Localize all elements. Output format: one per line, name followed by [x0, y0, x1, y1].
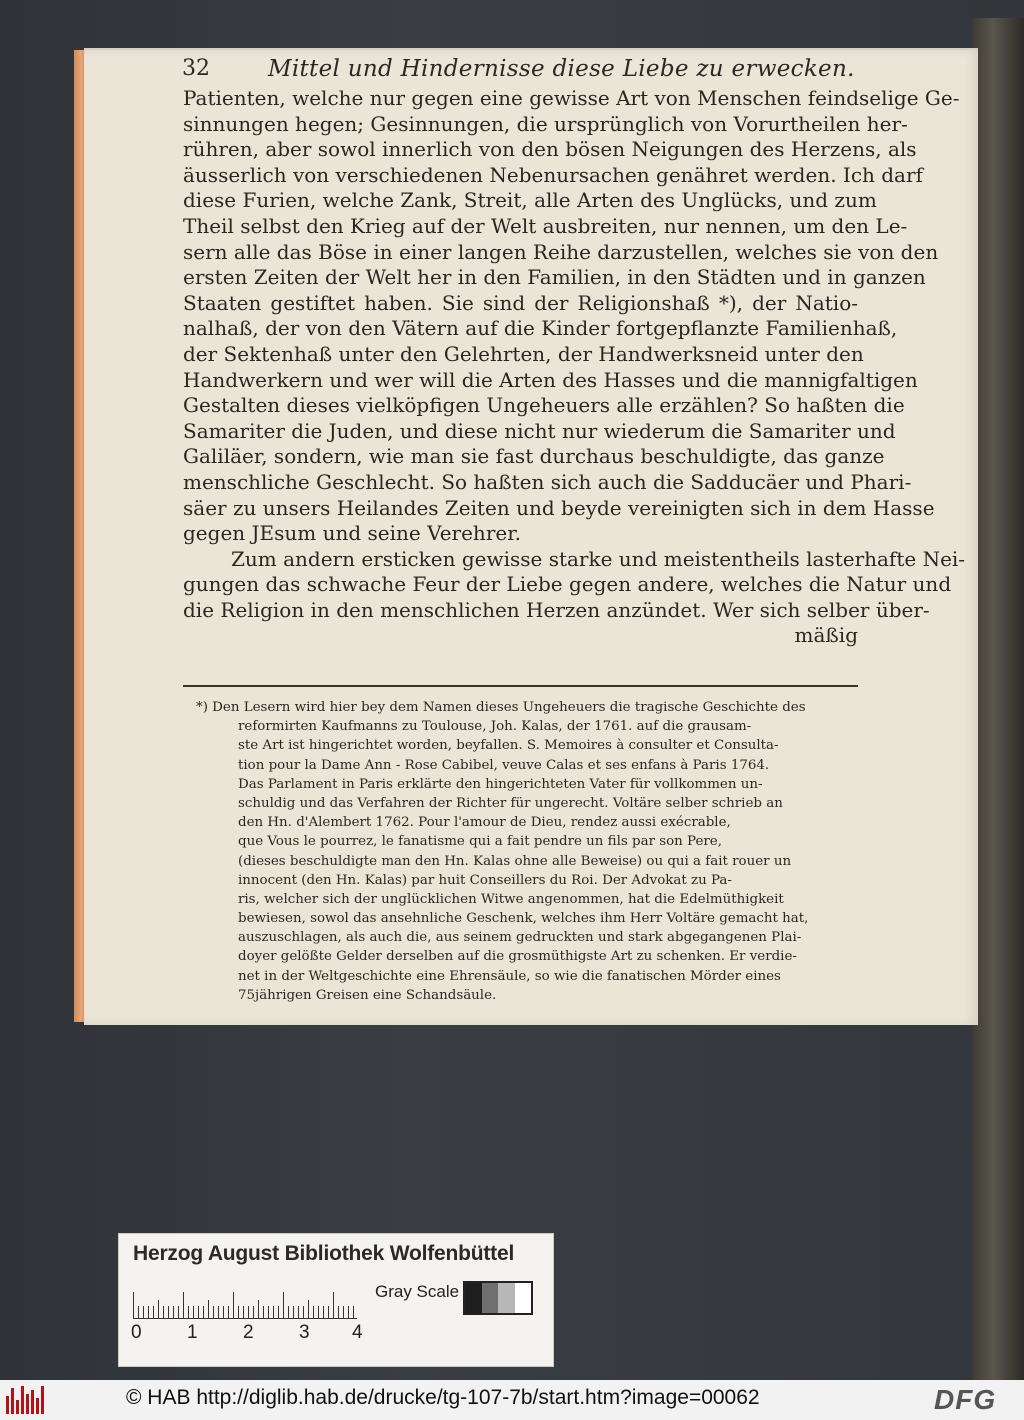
text-line: diese Furien, welche Zank, Streit, alle Arten des Unglücks, und zum — [183, 188, 877, 213]
footnote-line: ris, welcher sich der unglücklichen Witwe angenommen, hat die Edelmüthigkeit — [238, 891, 784, 907]
ruler-tick — [273, 1306, 274, 1318]
ruler-tick — [328, 1306, 329, 1318]
footnote-line: (dieses beschuldigte man den Hn. Kalas ohne alle Beweise) ou qui a fait rouer un — [238, 853, 792, 869]
ruler-tick — [238, 1306, 239, 1318]
ruler-tick — [213, 1306, 214, 1318]
ruler-tick — [168, 1306, 169, 1318]
ruler-tick — [338, 1306, 339, 1318]
footnote-line: doyer gelößte Gelder derselben auf die grosmüthigste Art zu schenken. Er verdie- — [238, 949, 797, 965]
footnote-line: *) Den Lesern wird hier bey dem Namen dieses Ungeheuers die tragische Geschichte des — [196, 700, 806, 715]
ruler-tick — [298, 1306, 299, 1318]
page-number: 32 — [182, 56, 210, 81]
ruler-tick — [278, 1306, 279, 1318]
footnote-line: que Vous le pourrez, le fanatisme qui a fait pendre un fils par son Pere, — [238, 834, 722, 850]
ruler-tick — [323, 1306, 324, 1318]
credit-link[interactable]: © HAB http://diglib.hab.de/drucke/tg-107-7b/start.htm?image=00062 — [126, 1386, 760, 1409]
ruler-tick — [303, 1306, 304, 1318]
library-name: Herzog August Bibliothek Wolfenbüttel — [133, 1242, 515, 1265]
scale-number: 3 — [299, 1322, 310, 1343]
footnote-line: den Hn. d'Alembert 1762. Pour l'amour de Dieu, rendez aussi exécrable, — [238, 815, 731, 831]
footnote-line: 75jährigen Greisen eine Schandsäule. — [238, 987, 497, 1003]
footer-bar — [0, 1380, 1024, 1420]
footnote — [196, 698, 856, 1005]
ruler-tick — [343, 1306, 344, 1318]
text-line: Zum andern ersticken gewisse starke und meistentheils lasterhafte Nei- — [231, 546, 966, 571]
ruler-tick — [173, 1306, 174, 1318]
ruler-tick — [283, 1292, 284, 1318]
ruler-tick — [248, 1306, 249, 1318]
text-line: äusserlich von verschiedenen Nebenursachen genähret werden. Ich darf — [183, 162, 923, 187]
text-line: Patienten, welche nur gegen eine gewisse Art von Menschen feindselige Ge- — [183, 86, 960, 110]
ruler-tick — [263, 1306, 264, 1318]
text-line: gegen JEsum und seine Verehrer. — [183, 521, 521, 546]
ruler-tick — [243, 1306, 244, 1318]
ruler-tick — [153, 1306, 154, 1318]
footnote-line: innocent (den Hn. Kalas) par huit Conseillers du Roi. Der Advokat zu Pa- — [238, 872, 732, 888]
footnote-line: tion pour la Dame Ann - Rose Cabibel, veuve Calas et ses enfans à Paris 1764. — [238, 757, 770, 773]
text-line: sinnungen hegen; Gesinnungen, die ursprünglich von Vorurtheilen her- — [183, 111, 908, 136]
text-line: Samariter die Juden, und diese nicht nur wiederum die Samariter und — [183, 418, 896, 443]
dfg-logo: DFG — [934, 1384, 997, 1415]
text-line: rühren, aber sowol innerlich von den bösen Neigungen des Herzens, als — [183, 137, 917, 162]
ruler-tick — [138, 1306, 139, 1318]
scale-number: 1 — [187, 1322, 198, 1343]
footnote-line: reformirten Kaufmanns zu Toulouse, Joh. Kalas, der 1761. auf die grausam- — [238, 719, 752, 735]
text-line: säer zu unsers Heilandes Zeiten und beyde vereinigten sich in dem Hasse — [183, 495, 935, 520]
scale-number: 0 — [131, 1322, 142, 1343]
ruler-tick — [183, 1292, 184, 1318]
text-line: nalhaß, der von den Vätern auf die Kinder fortgepflanzte Familienhaß, — [183, 316, 898, 341]
ruler-tick — [148, 1306, 149, 1318]
main-text — [183, 86, 966, 649]
footnote-line: ste Art ist hingerichtet worden, beyfallen. S. Memoires à consulter et Consulta- — [238, 738, 779, 754]
ruler-tick — [188, 1306, 189, 1318]
ruler-tick — [233, 1292, 234, 1318]
footnote-line: schuldig und das Verfahren der Richter für ungerecht. Voltäre selber schrieb an — [238, 795, 783, 811]
catchword: mäßig — [794, 623, 858, 648]
ruler-tick — [198, 1306, 199, 1318]
ruler-tick — [348, 1306, 349, 1318]
ruler-tick — [258, 1300, 259, 1318]
text-line: Handwerkern und wer will die Arten des Hasses und die mannigfaltigen — [183, 367, 918, 392]
ruler-tick — [218, 1306, 219, 1318]
text-line: Gestalten dieses vielköpfigen Ungeheuers alle erzählen? So haßten die — [183, 393, 905, 418]
ruler-tick — [163, 1306, 164, 1318]
ruler-tick — [228, 1306, 229, 1318]
ruler-scale — [133, 1278, 357, 1319]
ruler-tick — [318, 1306, 319, 1318]
ruler-tick — [158, 1300, 159, 1318]
logo-bar — [26, 1394, 29, 1414]
footnote-line: auszuschlagen, als auch die, aus seinem gedruckten und stark abgegangenen Plai- — [238, 930, 802, 946]
logo-bar — [21, 1386, 24, 1414]
logo-bar — [31, 1390, 34, 1414]
ruler-tick — [353, 1306, 354, 1318]
hab-logo-icon — [6, 1386, 46, 1414]
text-line: gungen das schwache Feur der Liebe gegen andere, welches die Natur und — [183, 572, 952, 597]
gray-swatch — [498, 1283, 515, 1313]
text-line: sern alle das Böse in einer langen Reihe darzustellen, welches sie von den — [183, 239, 939, 264]
ruler-tick — [208, 1300, 209, 1318]
footnote-rule — [183, 685, 858, 687]
ruler-tick — [178, 1306, 179, 1318]
scale-number: 4 — [352, 1322, 363, 1343]
footnote-line: Das Parlament in Paris erklärte den hingerichteten Vater für vollkommen un- — [238, 776, 763, 792]
ruler-tick — [203, 1306, 204, 1318]
logo-bar — [6, 1396, 9, 1414]
text-line: ersten Zeiten der Welt her in den Familien, in den Städten und in ganzen — [183, 265, 926, 290]
gray-swatch — [465, 1283, 482, 1313]
ruler-tick — [253, 1306, 254, 1318]
ruler-tick — [313, 1306, 314, 1318]
gray-scale-swatches — [463, 1281, 533, 1315]
text-line: menschliche Geschlecht. So haßten sich auch die Sadducäer und Phari- — [183, 469, 912, 494]
ruler-tick — [193, 1306, 194, 1318]
gray-scale-label: Gray Scale — [375, 1282, 460, 1301]
ruler-tick — [308, 1300, 309, 1318]
ruler-tick — [133, 1292, 134, 1318]
text-line: die Religion in den menschlichen Herzen anzündet. Wer sich selber über- — [183, 597, 930, 622]
text-line: Theil selbst den Krieg auf der Welt ausbreiten, nur nennen, um den Le- — [183, 213, 908, 238]
ruler-tick — [223, 1306, 224, 1318]
text-line: Galiläer, sondern, wie man sie fast durchaus beschuldigte, das ganze — [183, 444, 885, 469]
logo-bar — [41, 1386, 44, 1414]
scale-number: 2 — [243, 1322, 254, 1343]
ruler-tick — [293, 1306, 294, 1318]
book-spine — [972, 18, 1024, 1380]
footnote-line: net in der Weltgeschichte eine Ehrensäule, so wie die fanatischen Mörder eines — [238, 968, 781, 984]
page-header — [182, 56, 862, 86]
logo-bar — [36, 1398, 39, 1414]
logo-bar — [11, 1388, 14, 1414]
footnote-line: bewiesen, sowol das ansehnliche Geschenk, welches ihm Herr Voltäre gemacht hat, — [238, 911, 809, 927]
gray-swatch — [482, 1283, 499, 1313]
ruler-tick — [288, 1306, 289, 1318]
running-head: Mittel und Hindernisse diese Liebe zu erwecken. — [268, 56, 855, 82]
logo-bar — [16, 1400, 19, 1414]
ruler-tick — [268, 1306, 269, 1318]
gray-swatch — [515, 1283, 532, 1313]
text-line: der Sektenhaß unter den Gelehrten, der Handwerksneid unter den — [183, 341, 864, 366]
ruler-tick — [333, 1292, 334, 1318]
text-line: Staaten gestiftet haben. Sie sind der Religionshaß *), der Natio- — [183, 290, 858, 315]
ruler-tick — [143, 1306, 144, 1318]
color-target-card — [118, 1233, 554, 1367]
